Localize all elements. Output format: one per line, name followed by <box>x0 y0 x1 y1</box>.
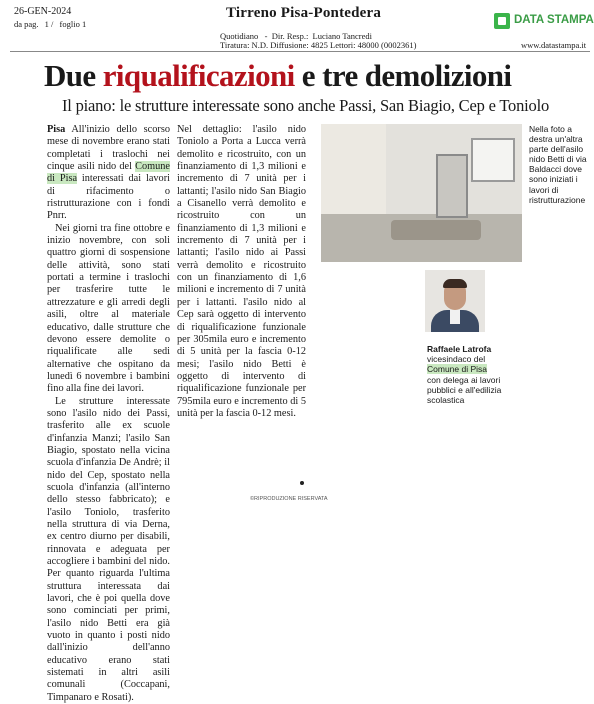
end-of-article-dot <box>300 481 304 485</box>
comune-link[interactable]: Comune di Pisa <box>47 161 170 185</box>
article-column-2 <box>177 124 306 420</box>
paragraph-3: Le strutture interessate sono l'asilo nido dei Passi, trasferito alle ex scuole d'infanzia Manzi; l'asilo San Biagio, spostato nella vicina scuola d'infanzia De Andrè; il nido del Cep, spostato nella scuola d'infanzia (all'interno dello stesso fabbricato); e l'asilo Toniolo, trasferito nella struttura di via Derna, ex centro diurno per disabili, rinnovata e adeguata per accogliere i bambini del nido. Per quanto riguarda l'ultima struttura interessata dai lavori, che è poi quella dove sono cominciati per primi, l'asilo nido Betti era già vuoto in quanto i posti nido dall'inizio dell'anno educativo erano stati sistemati in altri asili comunali (Coccapani, Timpanaro e Rosati). <box>47 395 170 703</box>
sheet-label: foglio 1 <box>59 19 87 29</box>
photo-rubble <box>391 220 481 240</box>
page-value: 1 / <box>44 19 54 29</box>
portrait-hair <box>443 279 467 288</box>
portrait-caption-text-a: vicesindaco del <box>427 354 486 365</box>
page-label: da pag. <box>14 19 39 29</box>
portrait-caption <box>427 344 503 405</box>
page-reference <box>14 19 90 29</box>
website-link[interactable]: www.datastampa.it <box>521 40 587 50</box>
paragraph-1 <box>47 124 170 223</box>
photo-door <box>436 154 468 218</box>
article-headline <box>44 58 511 94</box>
portrait-photo <box>425 270 485 332</box>
photo-caption: Nella foto a destra un'altra parte dell'asilo nido Betti di via Baldacci dove sono iniziati i lavori di ristrutturazione <box>529 124 587 205</box>
header-divider <box>10 51 590 52</box>
editor-line: Quotidiano - Dir. Resp.: Luciano Tancredi <box>220 31 372 41</box>
paragraph-1-text-b: interessati dai lavori di rifacimento o ristrutturazione con i fondi Pnrr. <box>47 173 170 222</box>
paragraph-1-text-a: All'inizio dello scorso mese di novembre erano stati completati i traslochi nei cinque asili nido del <box>47 124 170 173</box>
datastampa-logo <box>494 13 594 31</box>
lead-place: Pisa <box>47 124 66 135</box>
datastampa-logo-icon <box>494 13 510 29</box>
portrait-comune-link[interactable]: Comune di Pisa <box>427 364 488 375</box>
portrait-shirt <box>450 310 460 324</box>
nursery-interior-photo <box>321 124 522 262</box>
paragraph-4: Nel dettaglio: l'asilo nido Toniolo a Porta a Lucca verrà demolito e ricostruito, con un finanziamento di 1,3 milioni e incremento di 7 unità per i lattanti; l'asilo nido San Biagio a Cisanello verrà demolito e ricostruito con un finanziamento di 1,3 milioni e incremento di 7 unità per i lattanti; l'asilo nido ai Passi verrà demolito e ricostruito con un finanziamento di 1,6 milioni e incremento di 7 unità per i lattanti. l'asilo nido al Cep sarà oggetto di intervento di riqualificazione funzionale per 305mila euro e incremento di 5 unità per la fascia 0-12 mesi; l'asilo nido Betti è oggetto di intervento di riqualificazione funzionale per 795mila euro e incremento di 5 unità per la fascia 0-12 mesi. <box>177 124 306 419</box>
headline-highlight: riqualificazioni <box>102 58 295 93</box>
portrait-caption-text-b: con delega ai lavori pubblici e all'edilizia scolastica <box>427 374 502 406</box>
headline-part1: Due <box>44 58 103 93</box>
photo-window <box>471 138 515 182</box>
publication-date: 26-GEN-2024 <box>14 6 72 17</box>
paragraph-2: Nei giorni tra fine ottobre e inizio novembre, con soli quattro giorni di sospensione delle attività, sono stati portati a termine i traslochi per trasferire tutte le attrezzature e gli arredi degli asili, oltre al materiale educativo, dalle strutture che devono essere demolite o riqualificate alle sedi alternative che ospitano da lunedì 6 novembre i bambini fino alla fine dei lavori. <box>47 222 170 395</box>
headline-part2: e tre demolizioni <box>294 58 512 93</box>
portrait-name: Raffaele Latrofa <box>427 344 492 354</box>
circulation-line: Tiratura: N.D. Diffusione: 4825 Lettori: 48000 (0002361) <box>220 40 417 50</box>
logo-text: DATA STAMPA <box>514 14 594 26</box>
newspaper-masthead: Tirreno Pisa-Pontedera <box>226 5 382 21</box>
article-column-1 <box>47 124 170 704</box>
copyright-footer: ©RIPRODUZIONE RISERVATA <box>250 496 328 502</box>
article-subhead: Il piano: le strutture interessate sono anche Passi, San Biagio, Cep e Toniolo <box>62 96 550 115</box>
